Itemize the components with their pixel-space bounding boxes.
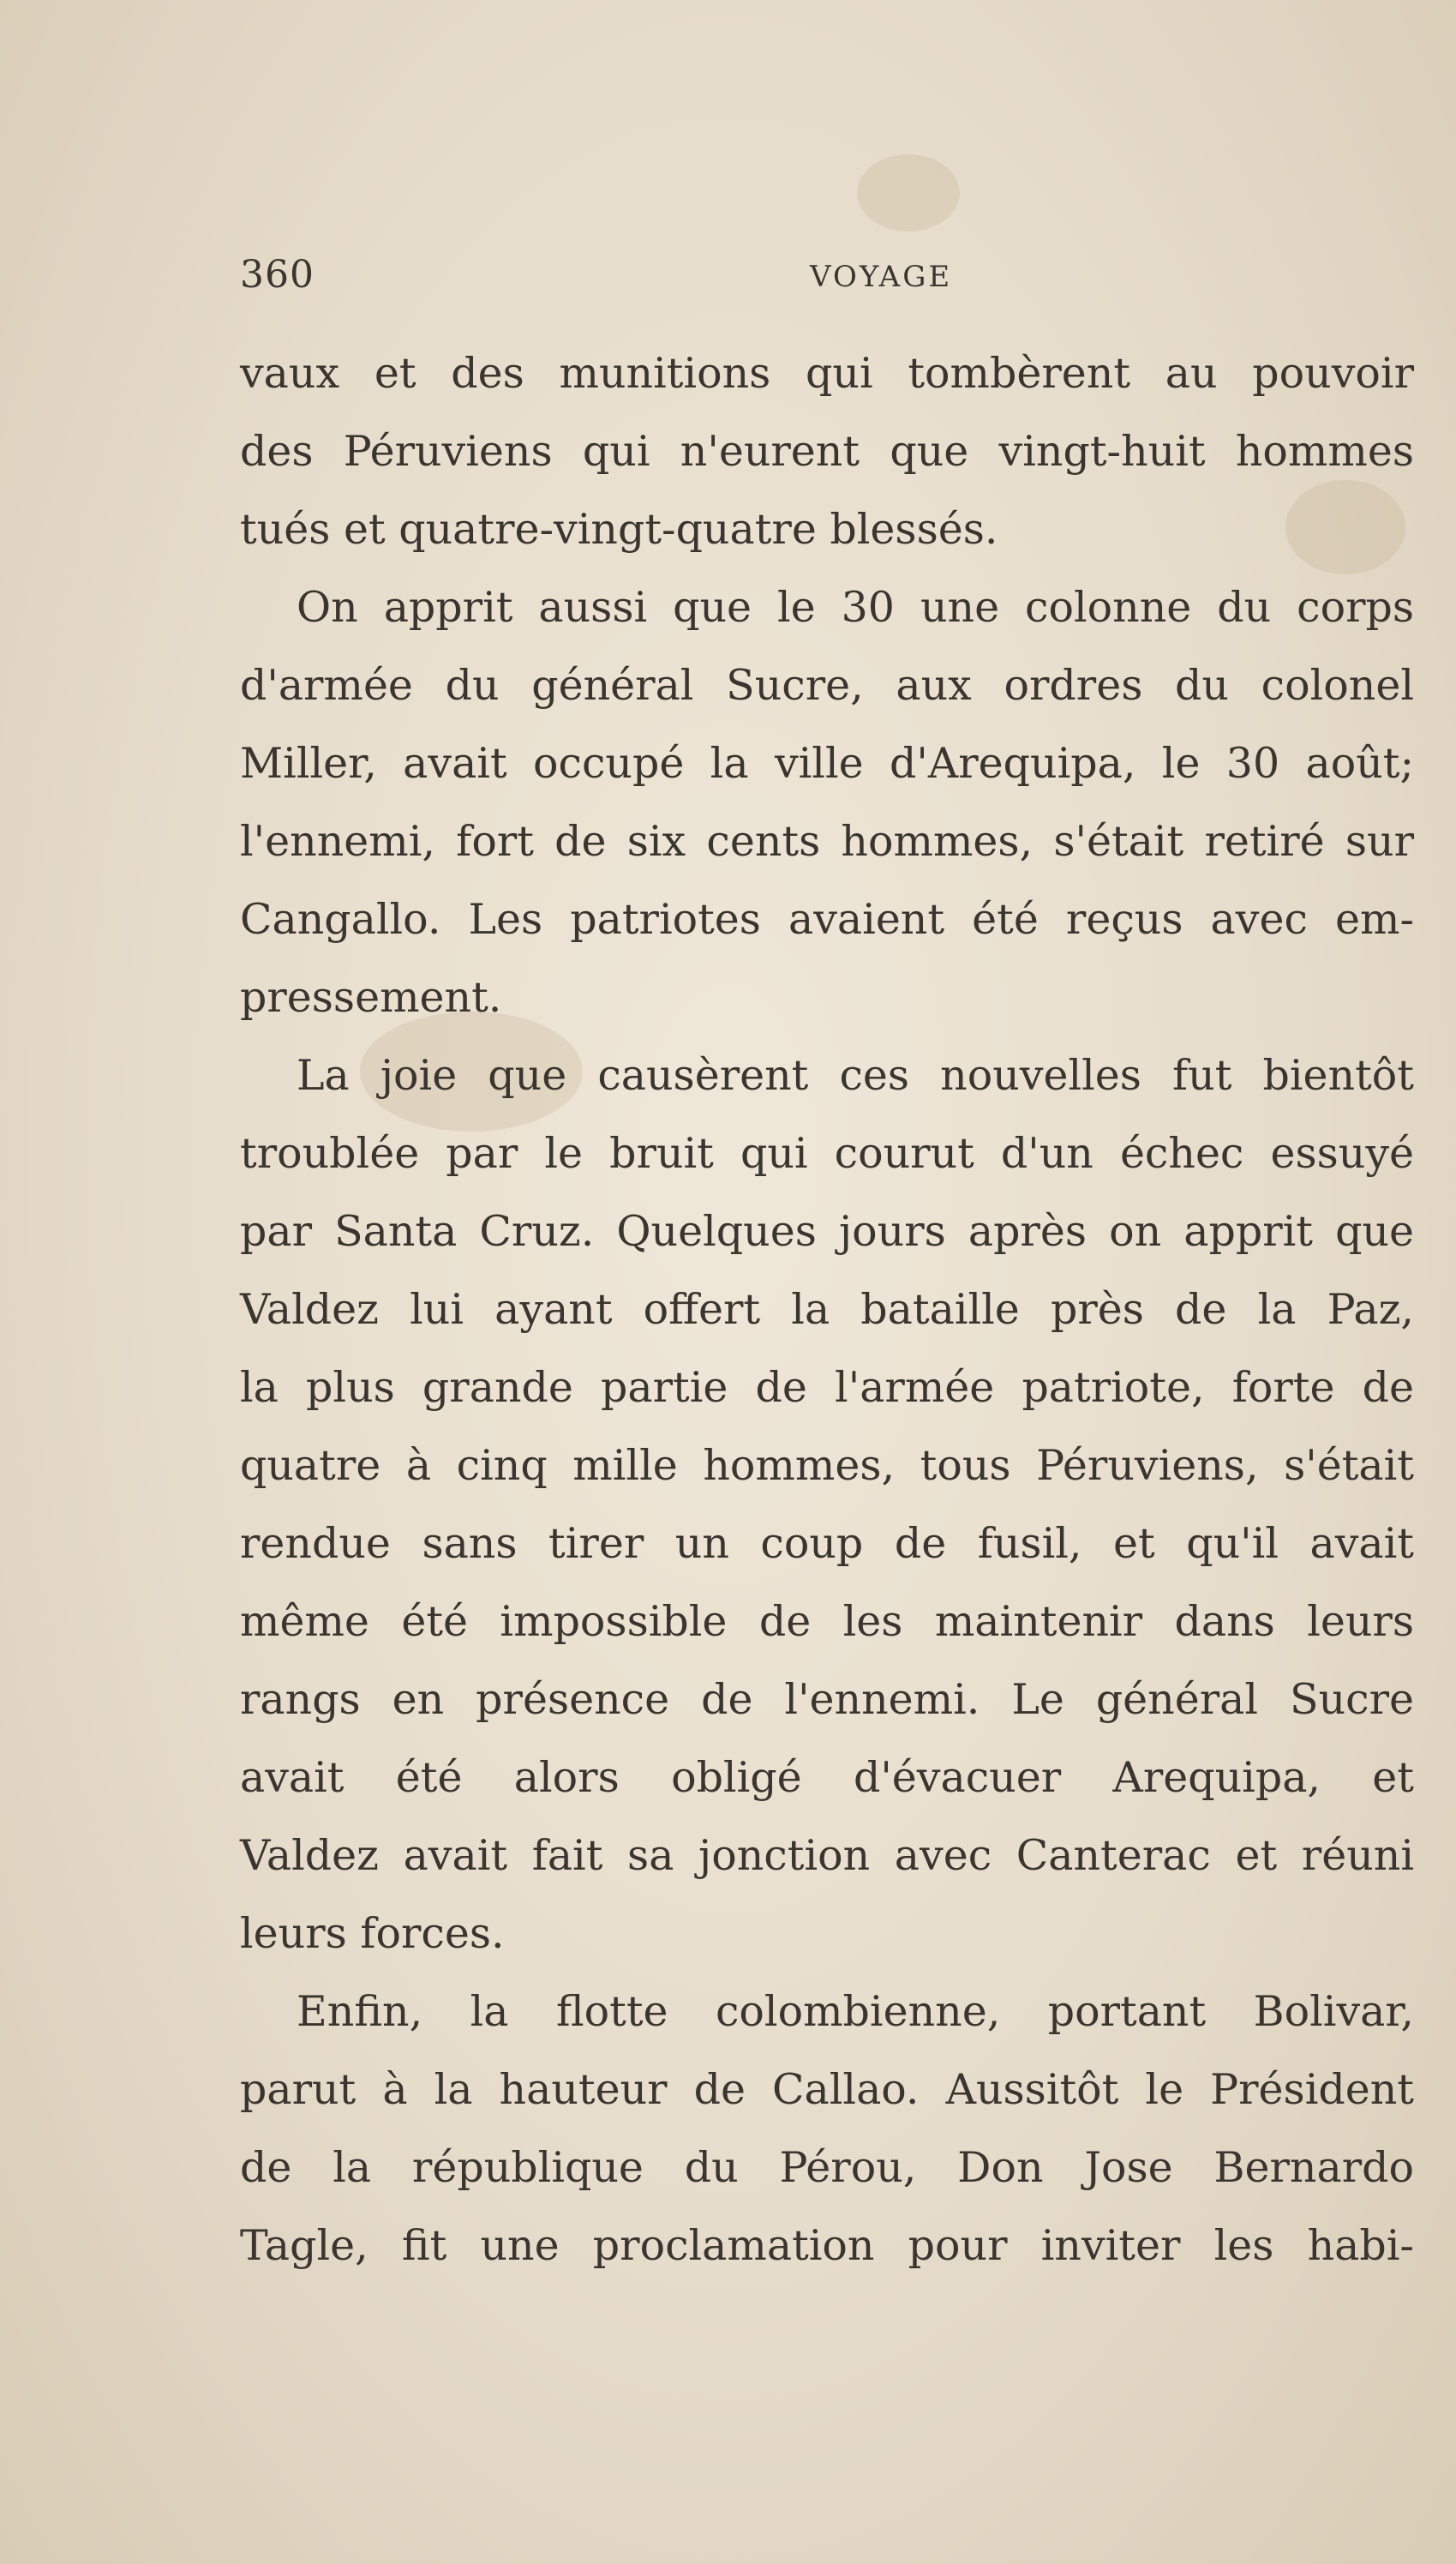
text-line: quatre à cinq mille hommes, tous Péruviens, s'était xyxy=(240,1441,1414,1490)
page-number: 360 xyxy=(240,253,315,297)
text-line: des Péruviens qui n'eurent que vingt-huit hommes xyxy=(240,427,1414,476)
running-head: VOYAGE xyxy=(810,260,953,294)
text-line: rendue sans tirer un coup de fusil, et qu'il avait xyxy=(240,1519,1414,1568)
text-line: tués et quatre-vingt-quatre blessés. xyxy=(240,505,998,554)
text-line: vaux et des munitions qui tombèrent au pouvoir xyxy=(240,349,1414,398)
text-line: même été impossible de les maintenir dans leurs xyxy=(240,1597,1414,1646)
text-line: la plus grande partie de l'armée patriote, forte de xyxy=(240,1363,1414,1412)
text-line: La joie que causèrent ces nouvelles fut bientôt xyxy=(297,1051,1414,1100)
text-line: rangs en présence de l'ennemi. Le général Sucre xyxy=(240,1675,1414,1724)
text-line: troublée par le bruit qui courut d'un échec essuyé xyxy=(240,1129,1414,1178)
text-line: d'armée du général Sucre, aux ordres du colonel xyxy=(240,661,1414,710)
foxing-stain xyxy=(857,154,960,231)
text-line: de la république du Pérou, Don Jose Bernardo xyxy=(240,2143,1414,2192)
text-line: Tagle, fit une proclamation pour inviter les habi- xyxy=(240,2221,1414,2270)
page-header xyxy=(240,253,1414,304)
text-line: Valdez avait fait sa jonction avec Canterac et réuni xyxy=(240,1831,1414,1880)
text-line: pressement. xyxy=(240,973,502,1022)
text-line: avait été alors obligé d'évacuer Arequipa, et xyxy=(240,1753,1414,1802)
text-line: Cangallo. Les patriotes avaient été reçus avec em- xyxy=(240,895,1414,944)
text-line: leurs forces. xyxy=(240,1909,505,1958)
text-line: par Santa Cruz. Quelques jours après on apprit que xyxy=(240,1207,1414,1256)
text-line: l'ennemi, fort de six cents hommes, s'était retiré sur xyxy=(240,817,1414,866)
text-line: Enfin, la flotte colombienne, portant Bolivar, xyxy=(297,1987,1414,2036)
text-line: Valdez lui ayant offert la bataille près de la Paz, xyxy=(240,1285,1414,1334)
text-line: parut à la hauteur de Callao. Aussitôt le Président xyxy=(240,2065,1414,2114)
text-line: On apprit aussi que le 30 une colonne du corps xyxy=(297,583,1414,632)
text-line: Miller, avait occupé la ville d'Arequipa, le 30 août; xyxy=(240,739,1414,788)
